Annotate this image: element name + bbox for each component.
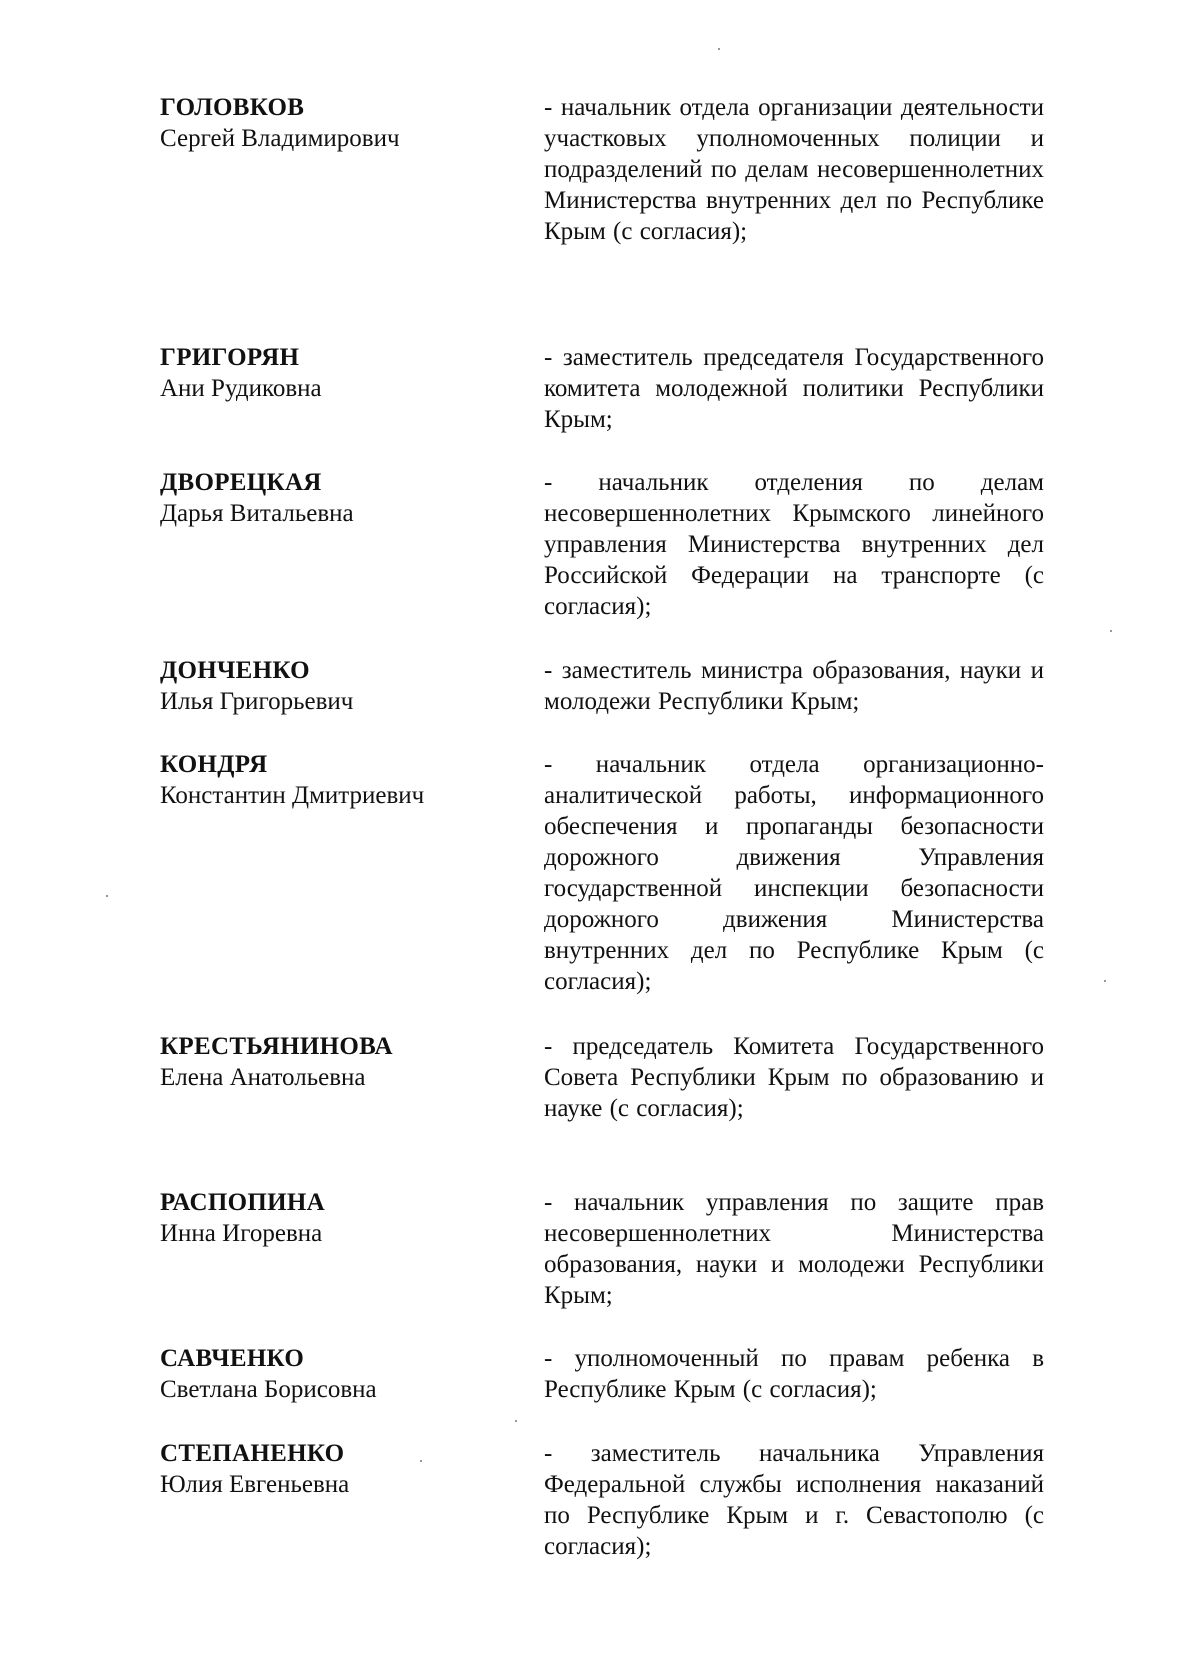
- member-surname: СТЕПАНЕНКО: [160, 1440, 345, 1467]
- member-name: [160, 1031, 510, 1093]
- member-surname: САВЧЕНКО: [160, 1345, 305, 1372]
- member-name: [160, 1343, 510, 1405]
- member-given-name: Константин Дмитриевич: [160, 782, 425, 809]
- member-given-name: Илья Григорьевич: [160, 688, 354, 715]
- scan-speck: [1110, 630, 1112, 632]
- member-name: [160, 1187, 510, 1249]
- member-surname: ГРИГОРЯН: [160, 344, 300, 371]
- member-role: - начальник отдела организационно-аналитической работы, информационного обеспечения и пропаганды безопасности дорожного движения Управления государственной инспекции безопасности дорожного движения Министерства внутренних дел по Республике Крым (с согласия);: [544, 751, 1044, 995]
- scan-speck: [515, 1420, 517, 1422]
- member-role: - начальник управления по защите прав несовершеннолетних Министерства образования, науки и молодежи Республики Крым;: [544, 1189, 1044, 1309]
- member-name: [160, 92, 510, 154]
- member-role: - заместитель министра образования, науки и молодежи Республики Крым;: [544, 657, 1044, 715]
- member-role: - председатель Комитета Государственного Совета Республики Крым по образованию и науке (с согласия);: [544, 1033, 1044, 1122]
- scan-speck: [718, 48, 720, 50]
- member-given-name: Сергей Владимирович: [160, 125, 400, 152]
- member-surname: ГОЛОВКОВ: [160, 94, 305, 121]
- member-surname: КРЕСТЬЯНИНОВА: [160, 1033, 393, 1060]
- scan-speck: [420, 1460, 422, 1462]
- member-given-name: Юлия Евгеньевна: [160, 1471, 350, 1498]
- member-role: - уполномоченный по правам ребенка в Республике Крым (с согласия);: [544, 1345, 1044, 1403]
- member-surname: ДВОРЕЦКАЯ: [160, 469, 322, 496]
- member-given-name: Дарья Витальевна: [160, 500, 354, 527]
- member-name: [160, 342, 510, 404]
- member-given-name: Елена Анатольевна: [160, 1064, 366, 1091]
- member-given-name: Ани Рудиковна: [160, 375, 322, 402]
- member-role: - заместитель председателя Государственного комитета молодежной политики Республики Крым;: [544, 344, 1044, 433]
- scan-speck: [106, 895, 108, 897]
- member-name: [160, 655, 510, 717]
- member-role: - начальник отделения по делам несовершеннолетних Крымского линейного управления Министерства внутренних дел Российской Федерации на транспорте (с согласия);: [544, 469, 1044, 620]
- member-surname: КОНДРЯ: [160, 751, 268, 778]
- member-surname: РАСПОПИНА: [160, 1189, 325, 1216]
- member-name: [160, 1438, 510, 1500]
- member-role: - начальник отдела организации деятельности участковых уполномоченных полиции и подразделений по делам несовершеннолетних Министерства внутренних дел по Республике Крым (с согласия);: [544, 94, 1044, 245]
- member-given-name: Инна Игоревна: [160, 1220, 323, 1247]
- scan-speck: [1104, 980, 1106, 982]
- member-surname: ДОНЧЕНКО: [160, 657, 310, 684]
- member-name: [160, 467, 510, 529]
- member-name: [160, 749, 510, 811]
- member-given-name: Светлана Борисовна: [160, 1376, 377, 1403]
- member-role: - заместитель начальника Управления Федеральной службы исполнения наказаний по Республике Крым и г. Севастополю (с согласия);: [544, 1440, 1044, 1560]
